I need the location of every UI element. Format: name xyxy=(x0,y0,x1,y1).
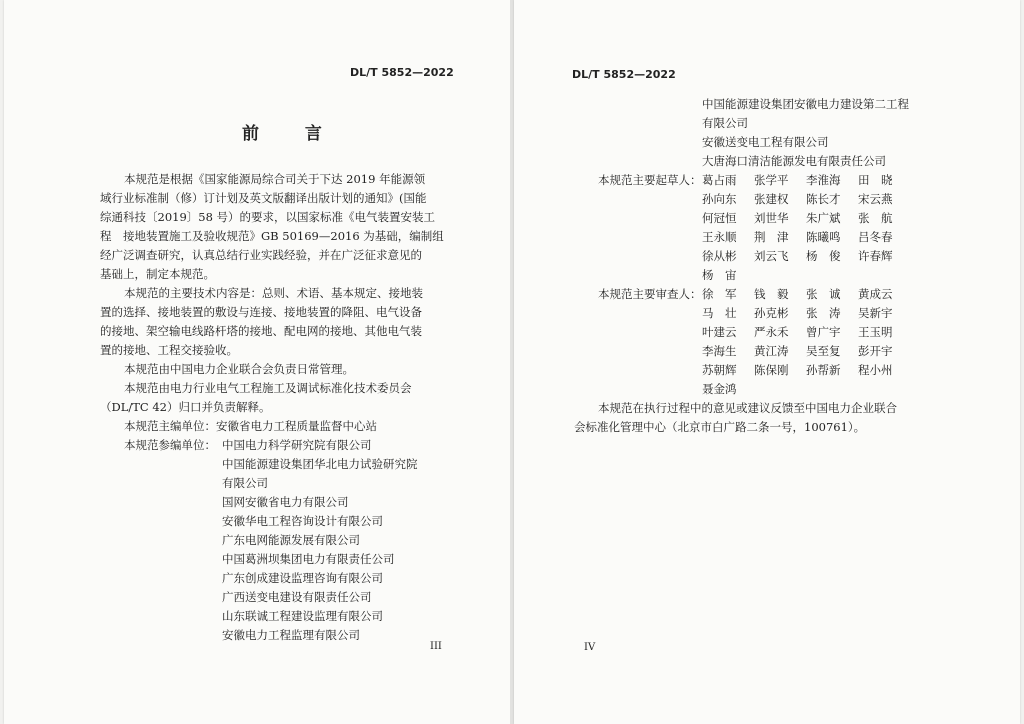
name-row xyxy=(702,324,910,340)
reviewer-name: 陈保刚 xyxy=(754,363,789,377)
name-row xyxy=(702,172,910,188)
text-line: 域行业标准制（修）订计划及英文版翻译出版计划的通知》(国能 xyxy=(100,191,427,205)
unit-item: 山东联诚工程建设监理有限公司 xyxy=(222,609,383,623)
drafter-name: 田 晓 xyxy=(858,173,893,187)
drafter-name: 杨 宙 xyxy=(702,268,737,282)
drafter-name: 陈曦鸣 xyxy=(806,230,841,244)
reviewer-name: 徐 军 xyxy=(702,287,737,301)
name-row xyxy=(702,267,754,283)
drafter-name: 杨 俊 xyxy=(806,249,841,263)
reviewer-name: 彭开宇 xyxy=(858,344,893,358)
reviewer-name: 张 诚 xyxy=(806,287,841,301)
unit-item: 安徽送变电工程有限公司 xyxy=(702,135,829,149)
unit-item: 广西送变电建设有限责任公司 xyxy=(222,590,372,604)
unit-item: 中国电力科学研究院有限公司 xyxy=(222,438,372,452)
unit-item: 中国能源建设集团安徽电力建设第二工程 xyxy=(702,97,909,111)
reviewer-name: 苏朝辉 xyxy=(702,363,737,377)
page-number: IV xyxy=(584,642,596,653)
drafter-name: 刘世华 xyxy=(754,211,789,225)
drafters-label: 本规范主要起草人： xyxy=(598,173,702,187)
chief-editor-unit: 本规范主编单位：安徽省电力工程质量监督中心站 xyxy=(124,419,377,433)
name-row xyxy=(702,210,910,226)
unit-item: 大唐海口清洁能源发电有限责任公司 xyxy=(702,154,886,168)
name-row xyxy=(702,362,910,378)
text-line: 本规范的主要技术内容是：总则、术语、基本规定、接地装 xyxy=(124,286,423,300)
name-row xyxy=(702,191,910,207)
reviewer-name: 孙帮新 xyxy=(806,363,841,377)
unit-item: 安徽电力工程监理有限公司 xyxy=(222,628,360,642)
text-line: 置的选择、接地装置的敷设与连接、接地装置的降阻、电气设备 xyxy=(100,305,422,319)
drafter-name: 李淮海 xyxy=(806,173,841,187)
reviewer-name: 李海生 xyxy=(702,344,737,358)
unit-item: 国网安徽省电力有限公司 xyxy=(222,495,349,509)
standard-code: DL/T 5852—2022 xyxy=(572,68,676,81)
reviewer-name: 张 涛 xyxy=(806,306,841,320)
standard-code: DL/T 5852—2022 xyxy=(350,66,454,79)
drafter-name: 刘云飞 xyxy=(754,249,789,263)
unit-item: 有限公司 xyxy=(702,116,748,130)
unit-item: 有限公司 xyxy=(222,476,268,490)
text-line: （DL/TC 42）归口并负责解释。 xyxy=(100,400,271,414)
drafter-name: 徐从彬 xyxy=(702,249,737,263)
reviewer-name: 黄江涛 xyxy=(754,344,789,358)
name-row xyxy=(702,381,754,397)
reviewer-name: 严永禾 xyxy=(754,325,789,339)
text-line: 置的接地、工程交接验收。 xyxy=(100,343,238,357)
drafter-name: 葛占雨 xyxy=(702,173,737,187)
reviewer-name: 马 壮 xyxy=(702,306,737,320)
name-row xyxy=(702,343,910,359)
text-line: 本规范是根据《国家能源局综合司关于下达 2019 年能源领 xyxy=(124,172,426,186)
text-line: 程 接地装置施工及验收规范》GB 50169—2016 为基础，编制组 xyxy=(100,229,444,243)
name-row xyxy=(702,248,910,264)
drafter-name: 荆 津 xyxy=(754,230,789,244)
drafter-name: 吕冬春 xyxy=(858,230,893,244)
reviewer-name: 吴至复 xyxy=(806,344,841,358)
drafter-name: 张 航 xyxy=(858,211,893,225)
text-line: 的接地、架空输电线路杆塔的接地、配电网的接地、其他电气装 xyxy=(100,324,422,338)
name-row xyxy=(702,305,910,321)
drafter-name: 何冠恒 xyxy=(702,211,737,225)
reviewer-name: 钱 毅 xyxy=(754,287,789,301)
reviewer-name: 黄成云 xyxy=(858,287,893,301)
unit-item: 广东创成建设监理咨询有限公司 xyxy=(222,571,383,585)
unit-item: 安徽华电工程咨询设计有限公司 xyxy=(222,514,383,528)
drafter-name: 朱广斌 xyxy=(806,211,841,225)
drafter-name: 张学平 xyxy=(754,173,789,187)
participating-label: 本规范参编单位： xyxy=(124,438,216,452)
reviewer-name: 吴新宇 xyxy=(858,306,893,320)
reviewer-name: 程小州 xyxy=(858,363,893,377)
text-line: 本规范由电力行业电气工程施工及调试标准化技术委员会 xyxy=(124,381,412,395)
name-row xyxy=(702,286,910,302)
text-line: 基础上，制定本规范。 xyxy=(100,267,215,281)
unit-item: 中国葛洲坝集团电力有限责任公司 xyxy=(222,552,395,566)
reviewer-name: 王玉明 xyxy=(858,325,893,339)
drafter-name: 王永顺 xyxy=(702,230,737,244)
page-title: 前 言 xyxy=(242,124,342,144)
unit-item: 广东电网能源发展有限公司 xyxy=(222,533,360,547)
reviewer-name: 孙克彬 xyxy=(754,306,789,320)
page-number: III xyxy=(430,641,442,652)
unit-item: 中国能源建设集团华北电力试验研究院 xyxy=(222,457,418,471)
drafter-name: 陈长才 xyxy=(806,192,841,206)
feedback-text: 会标准化管理中心（北京市白广路二条一号，100761）。 xyxy=(574,420,866,434)
name-row xyxy=(702,229,910,245)
reviewers-label: 本规范主要审查人： xyxy=(598,287,702,301)
drafter-name: 孙向东 xyxy=(702,192,737,206)
text-line: 本规范由中国电力企业联合会负责日常管理。 xyxy=(124,362,354,376)
text-line: 经广泛调查研究，认真总结行业实践经验，并在广泛征求意见的 xyxy=(100,248,422,262)
text-line: 综通科技〔2019〕58 号）的要求，以国家标准《电气装置安装工 xyxy=(100,210,436,224)
feedback-text: 本规范在执行过程中的意见或建议反馈至中国电力企业联合 xyxy=(598,401,897,415)
reviewer-name: 叶建云 xyxy=(702,325,737,339)
left-page xyxy=(4,0,510,724)
reviewer-name: 曾广宇 xyxy=(806,325,841,339)
drafter-name: 宋云燕 xyxy=(858,192,893,206)
right-page xyxy=(514,0,1020,724)
drafter-name: 许春辉 xyxy=(858,249,893,263)
drafter-name: 张建权 xyxy=(754,192,789,206)
reviewer-name: 聂金鸿 xyxy=(702,382,737,396)
